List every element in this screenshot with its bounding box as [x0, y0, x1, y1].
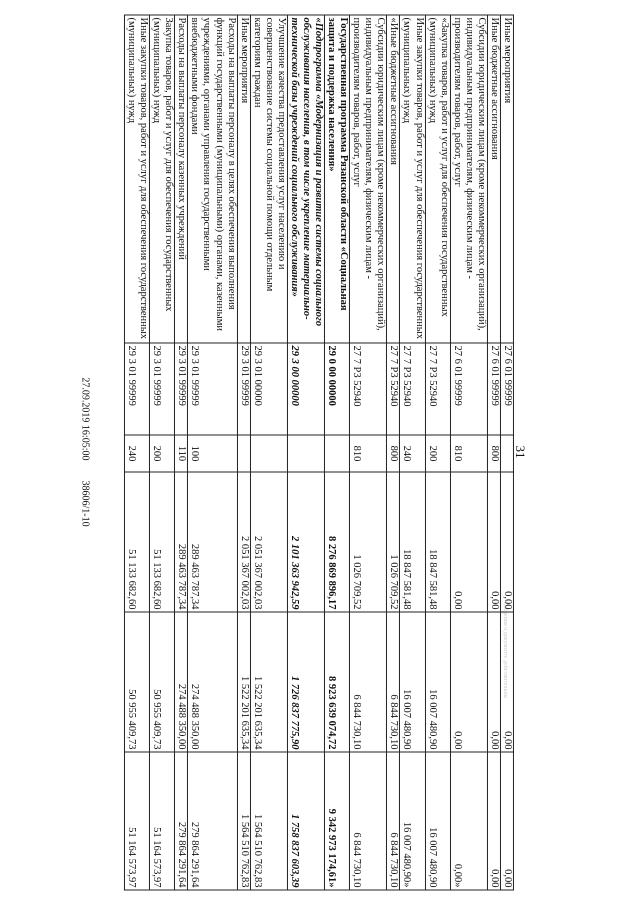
- row-amount-3: 6 844 730,10: [350, 752, 387, 890]
- table-row: [150, 15, 175, 890]
- row-target-code: 27 7 P3 52940: [387, 343, 400, 435]
- row-target-code: 29 3 01 99999: [237, 343, 250, 435]
- row-target-code: 29 3 01 99999: [188, 343, 237, 435]
- row-expense-type: 240: [400, 435, 425, 472]
- row-expense-type: 100: [188, 435, 237, 472]
- budget-table-container: [124, 15, 514, 890]
- row-amount-3: 0,00: [500, 752, 513, 890]
- row-expense-type: 200: [425, 435, 450, 472]
- row-amount-1: 2 101 363 942,59: [287, 472, 324, 612]
- row-amount-2: 274 488 350,00: [188, 612, 237, 752]
- row-name: Государственная программа Рязанской области «Социальная защита и поддержка населения»: [325, 15, 350, 343]
- row-expense-type: [287, 435, 324, 472]
- row-name: Иные мероприятия: [237, 15, 250, 343]
- row-target-code: 29 3 00 00000: [287, 343, 324, 435]
- row-name: «Иные бюджетные ассигнования: [387, 15, 400, 343]
- row-target-code: 29 3 01 99999: [150, 343, 175, 435]
- row-amount-3: 6 844 730,10: [387, 752, 400, 890]
- footer-datetime: 27.09.2019 16:05:00: [79, 377, 91, 461]
- row-amount-3: 1 758 837 603,39: [287, 752, 324, 890]
- row-amount-2: 0,00: [487, 612, 500, 752]
- row-expense-type: 240: [125, 435, 150, 472]
- row-amount-1: 18 847 581,48: [425, 472, 450, 612]
- row-amount-3: 279 864 291,64: [188, 752, 237, 890]
- row-amount-3: 16 007 480,90»: [400, 752, 425, 890]
- row-amount-2: 0,00: [450, 612, 487, 752]
- row-name: Иные бюджетные ассигнования: [487, 15, 500, 343]
- page-number: 31: [513, 445, 528, 459]
- row-amount-2: 0,00: [500, 612, 513, 752]
- row-amount-1: 1 026 709,52: [387, 472, 400, 612]
- row-expense-type: 110: [175, 435, 188, 472]
- row-name: Субсидии юридическим лицам (кроме некоммерческих организаций), индивидуальным предпринимателям, физическим лицам - производителям товаров, работ, услуг: [450, 15, 487, 343]
- row-amount-2: 50 955 409,73: [150, 612, 175, 752]
- row-amount-1: 18 847 581,48: [400, 472, 425, 612]
- table-row: [425, 15, 450, 890]
- budget-table: [124, 15, 514, 891]
- row-amount-1: 0,00: [500, 472, 513, 612]
- table-row: [400, 15, 425, 890]
- footer-doc-code: 38606/1-10: [79, 480, 91, 527]
- table-row: [500, 15, 513, 890]
- row-amount-1: 289 463 787,34: [175, 472, 188, 612]
- row-amount-3: 0,00»: [450, 752, 487, 890]
- row-amount-1: 0,00: [450, 472, 487, 612]
- row-name: Иные закупки товаров, работ и услуг для обеспечения государственных (муниципальных) нужд: [125, 15, 150, 343]
- row-target-code: 29 3 01 99999: [175, 343, 188, 435]
- row-target-code: 29 0 00 00000: [325, 343, 350, 435]
- row-amount-2: 1 522 201 635,34: [237, 612, 250, 752]
- table-row: [387, 15, 400, 890]
- row-target-code: 27 6 01 99999: [500, 343, 513, 435]
- row-name: Улучшение качества предоставления услуг населению и совершенствование системы социальной помощи отдельным категориям граждан: [250, 15, 287, 343]
- row-expense-type: [250, 435, 287, 472]
- row-amount-2: 1 726 837 775,90: [287, 612, 324, 752]
- row-amount-2: 50 955 409,73: [125, 612, 150, 752]
- row-amount-3: 279 864 291,64: [175, 752, 188, 890]
- row-name: Иные мероприятия: [500, 15, 513, 343]
- row-name: Закупка товаров, работ и услуг для обеспечения государственных (муниципальных) нужд: [150, 15, 175, 343]
- row-amount-1: 8 276 869 896,17: [325, 472, 350, 612]
- row-amount-1: 0,00: [487, 472, 500, 612]
- row-name: Расходы на выплаты персоналу казенных учреждений: [175, 15, 188, 343]
- table-row: [125, 15, 150, 890]
- row-expense-type: 810: [450, 435, 487, 472]
- row-expense-type: 800: [387, 435, 400, 472]
- table-row: [325, 15, 350, 890]
- faint-stamp: Сведения о документе действительны: [502, 601, 508, 699]
- table-row: [450, 15, 487, 890]
- row-expense-type: [237, 435, 250, 472]
- row-expense-type: [325, 435, 350, 472]
- table-row: [188, 15, 237, 890]
- row-amount-3: 51 164 573,97: [150, 752, 175, 890]
- row-target-code: 29 3 01 00000: [250, 343, 287, 435]
- budget-table-body: [125, 15, 514, 890]
- row-target-code: 29 3 01 99999: [125, 343, 150, 435]
- row-target-code: 27 7 P3 52940: [350, 343, 387, 435]
- row-amount-2: 6 844 730,10: [387, 612, 400, 752]
- row-amount-2: 16 007 480,90: [400, 612, 425, 752]
- row-name: «Подпрограмма «Модернизация и развитие системы социального обслуживания населения, в том числе укрепление материально-технической базы учреждений социального обслуживания»: [287, 15, 324, 343]
- row-expense-type: [500, 435, 513, 472]
- row-target-code: 27 6 01 99999: [450, 343, 487, 435]
- row-amount-3: 1 564 510 762,83: [237, 752, 250, 890]
- table-row: [250, 15, 287, 890]
- row-name: «Закупка товаров, работ и услуг для обеспечения государственных (муниципальных) нужд: [425, 15, 450, 343]
- table-row: [175, 15, 188, 890]
- row-target-code: 27 7 P3 52940: [400, 343, 425, 435]
- row-target-code: 27 7 P3 52940: [425, 343, 450, 435]
- footer: [80, 377, 91, 526]
- row-amount-3: 0,00: [487, 752, 500, 890]
- row-expense-type: 800: [487, 435, 500, 472]
- row-amount-3: 51 164 573,97: [125, 752, 150, 890]
- row-expense-type: 200: [150, 435, 175, 472]
- table-row: [350, 15, 387, 890]
- row-amount-3: 1 564 510 762,83: [250, 752, 287, 890]
- table-row: [287, 15, 324, 890]
- row-amount-3: 16 007 480,90: [425, 752, 450, 890]
- row-amount-1: 51 133 682,60: [150, 472, 175, 612]
- row-amount-2: 16 007 480,90: [425, 612, 450, 752]
- row-amount-2: 6 844 730,10: [350, 612, 387, 752]
- row-name: Иные закупки товаров, работ и услуг для обеспечения государственных (муниципальных) нужд: [400, 15, 425, 343]
- row-target-code: 27 6 01 99999: [487, 343, 500, 435]
- row-name: Субсидии юридическим лицам (кроме некоммерческих организаций), индивидуальным предпринимателям, физическим лицам - производителям товаров, работ, услуг: [350, 15, 387, 343]
- row-amount-1: 2 051 367 002,03: [237, 472, 250, 612]
- row-amount-2: 8 923 639 074,72: [325, 612, 350, 752]
- table-row: [237, 15, 250, 890]
- row-amount-1: 2 051 367 002,03: [250, 472, 287, 612]
- row-amount-2: 274 488 350,00: [175, 612, 188, 752]
- row-amount-1: 289 463 787,34: [188, 472, 237, 612]
- row-expense-type: 810: [350, 435, 387, 472]
- row-amount-3: 9 342 973 174,61»: [325, 752, 350, 890]
- row-amount-2: 1 522 201 635,34: [250, 612, 287, 752]
- table-row: [487, 15, 500, 890]
- row-name: Расходы на выплаты персоналу в целях обеспечения выполнения функций государственными (муниципальными) органами, казенными учреждениями, органами управления государственными внебюджетными фондами: [188, 15, 237, 343]
- row-amount-1: 51 133 682,60: [125, 472, 150, 612]
- row-amount-1: 1 026 709,52: [350, 472, 387, 612]
